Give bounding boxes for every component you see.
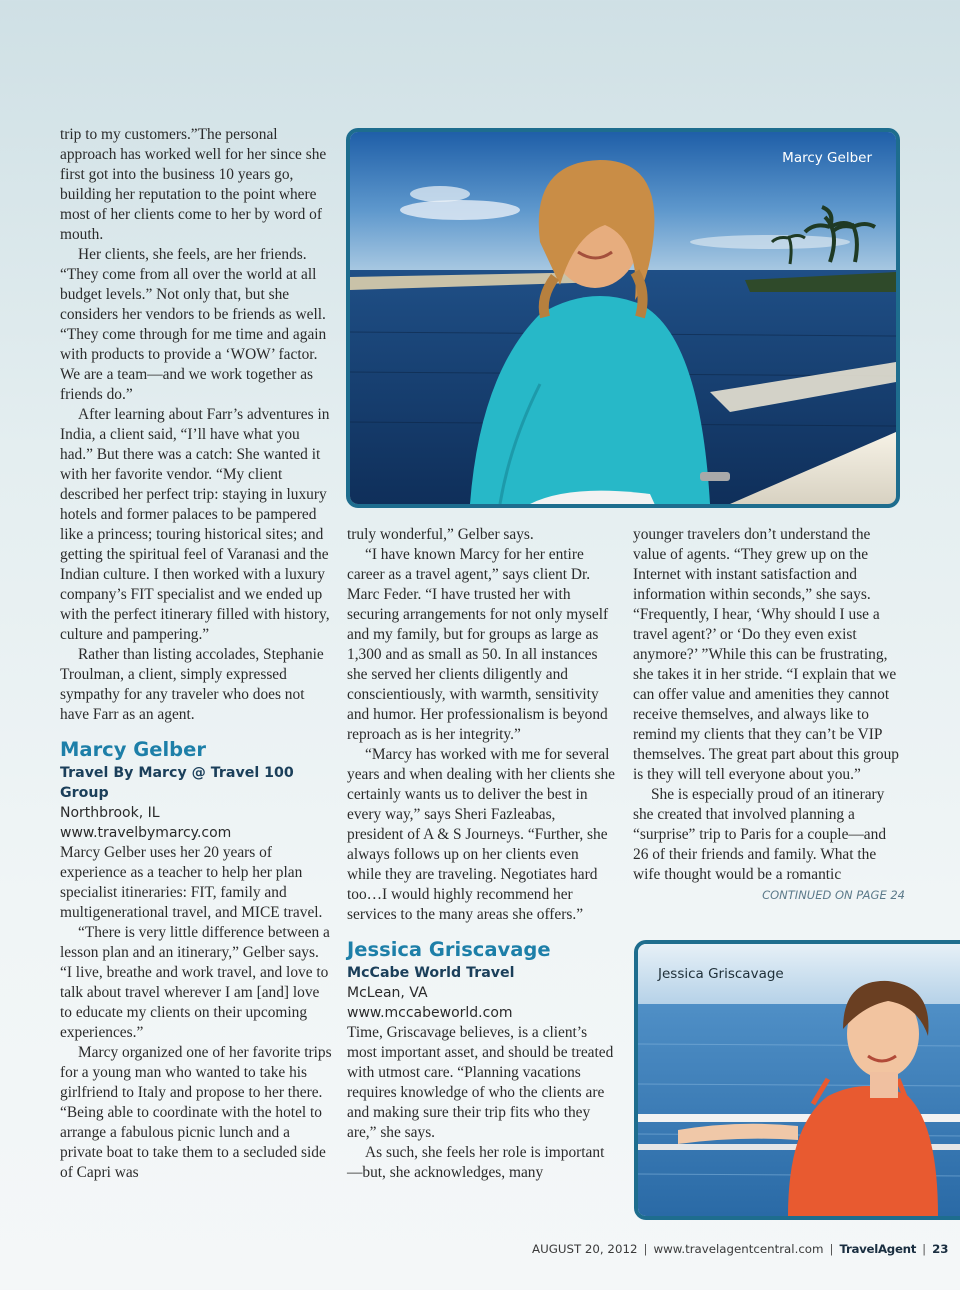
photo-caption: Marcy Gelber	[782, 150, 872, 166]
article-column-1	[60, 125, 332, 1183]
paragraph: truly wonderful,” Gelber says.	[347, 526, 534, 543]
paragraph: Time, Griscavage believes, is a client’s most important asset, and should be treated with utmost care. “Planning vacations requires knowledge of who the clients are and making sure their trip fits who they are,” she says.	[347, 1024, 614, 1141]
marcy-gelber-photo	[346, 128, 900, 508]
jessica-griscavage-photo-image	[638, 944, 960, 1216]
magazine-brand: TravelAgent	[839, 1242, 917, 1256]
paragraph: trip to my customers.”The personal approach has worked well for her since she first got into the business 10 years go, building her reputation to the point where most of her clients come to her by word of mouth.	[60, 126, 327, 243]
photo-caption: Jessica Griscavage	[658, 966, 784, 982]
paragraph: Rather than listing accolades, Stephanie Troulman, a client, simply expressed sympathy for any traveler who does not have Farr as an agent.	[60, 646, 324, 723]
agency-website-link[interactable]: www.travelbymarcy.com	[60, 825, 232, 841]
continued-on-page-note: CONTINUED ON PAGE 24	[762, 888, 905, 902]
page-footer	[532, 1242, 949, 1256]
article-column-2	[347, 525, 615, 1183]
paragraph: “Marcy has worked with me for several years and when dealing with her clients she certainly wants us to deliver the best in every way,” says Sheri Fazleabas, president of A & S Journeys. “Further, she always follows up on her clients even while they are traveling. Negotiates hard too…I would highly recommend her services to the many areas she offers.”	[347, 746, 615, 923]
footer-divider: |	[829, 1242, 834, 1256]
paragraph: As such, she feels her role is important—but, she acknowledges, many	[347, 1144, 605, 1181]
agency-location: McLean, VA	[347, 985, 428, 1001]
jessica-griscavage-photo	[634, 940, 960, 1220]
agency-name: Travel By Marcy @ Travel 100 Group	[60, 765, 294, 801]
paragraph: Marcy organized one of her favorite trips for a young man who wanted to take his girlfriend to Italy and propose to her there. “Being able to coordinate with the hotel to arrange a fabulous picnic lunch and a private boat to take them to a secluded side of Capri was	[60, 1044, 332, 1181]
paragraph: Her clients, she feels, are her friends. “They come from all over the world at all budget levels.” Not only that, but she considers her vendors to be friends as well. “They come through for me time and again with products to provide a ‘WOW’ factor. We are a team—and we work together as friends do.”	[60, 246, 327, 403]
marcy-gelber-photo-image	[350, 132, 896, 504]
paragraph: “I have known Marcy for her entire career as a travel agent,” says client Dr. Marc Feder. “I have trusted her with securing arrangements for not only myself and my family, but for groups as large as 1,300 and as small as 50. In all instances she served her clients diligently and conscientiously, with warmth, sensitivity and humor. Her professionalism is beyond reproach as is her integrity.”	[347, 546, 609, 743]
footer-divider: |	[922, 1242, 927, 1256]
agent-name-heading: Jessica Griscavage	[347, 938, 551, 961]
article-column-3	[633, 525, 905, 903]
issue-date: AUGUST 20, 2012	[532, 1242, 638, 1256]
paragraph: “There is very little difference between a lesson plan and an itinerary,” Gelber says. “I live, breathe and work travel, and love to talk about travel wherever I am [and] love to educate my clients on their upcoming experiences.”	[60, 924, 330, 1041]
footer-website-link[interactable]: www.travelagentcentral.com	[653, 1242, 824, 1256]
agent-name-heading: Marcy Gelber	[60, 738, 206, 761]
agency-website-link[interactable]: www.mccabeworld.com	[347, 1005, 513, 1021]
page-number: 23	[932, 1242, 949, 1256]
paragraph: After learning about Farr’s adventures in India, a client said, “I’ll have what you had.” But there was a catch: She wanted it with her favorite vendor. “My client described her perfect trip: staying in luxury hotels and former palaces to be pampered like a princess; touring historical sites; and getting the spiritual feel of Varanasi and the Indian culture. I then worked with a luxury company’s FIT specialist and we ended up with the perfect itinerary filled with history, culture and pampering.”	[60, 406, 330, 643]
paragraph: younger travelers don’t understand the value of agents. “They grew up on the Internet with instant satisfaction and information within seconds,” she says. “Frequently, I hear, ‘Why should I use a travel agent?’ or ‘Do they even exist anymore?’ ”While this can be frustrating, she takes it in her stride. “I explain that we can offer value and amenities they cannot receive themselves, and always like to remind my clients that they can’t be VIP themselves. The great part about this group is they will tell everyone about you.”	[633, 526, 899, 783]
agency-name: McCabe World Travel	[347, 965, 515, 981]
paragraph: Marcy Gelber uses her 20 years of experience as a teacher to help her plan specialist itineraries: FIT, family and multigenerational travel, and MICE travel.	[60, 844, 323, 921]
paragraph: She is especially proud of an itinerary she created that involved planning a “surprise” trip to Paris for a couple—and 26 of their friends and family. What the wife thought would be a romantic	[633, 786, 887, 883]
agency-location: Northbrook, IL	[60, 805, 160, 821]
footer-divider: |	[643, 1242, 648, 1256]
